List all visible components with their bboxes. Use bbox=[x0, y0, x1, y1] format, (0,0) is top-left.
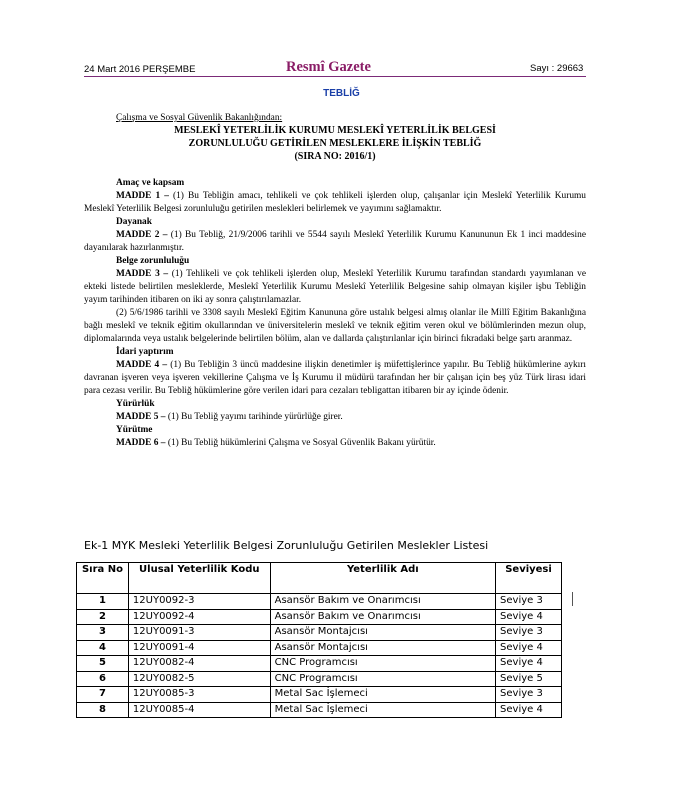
table-row bbox=[77, 594, 562, 610]
table-row bbox=[77, 656, 562, 672]
column-header-no: Sıra No bbox=[77, 563, 129, 594]
row-no: 1 bbox=[77, 594, 129, 610]
article-2-label: MADDE 2 – bbox=[116, 230, 168, 240]
article-6-label: MADDE 6 – bbox=[116, 438, 166, 448]
document-title-line-2: ZORUNLULUĞU GETİRİLEN MESLEKLERE İLİŞKİN TEBLİĞ bbox=[188, 138, 482, 149]
row-name: Asansör Montajcısı bbox=[270, 625, 495, 641]
regulation-body bbox=[84, 177, 586, 450]
row-no: 4 bbox=[77, 640, 129, 656]
gazette-title: Resmî Gazete bbox=[286, 59, 371, 75]
heading-basis: Dayanak bbox=[116, 217, 152, 227]
row-name: Metal Sac İşlemeci bbox=[270, 687, 495, 703]
article-2-text: (1) Bu Tebliğ, 21/9/2006 tarihli ve 5544 sayılı Meslekî Yeterlilik Kurumu Kanununun Ek 1 inci maddesine dayanılarak hazırlanmıştır. bbox=[84, 230, 586, 253]
article-6 bbox=[84, 437, 586, 450]
article-5-text: (1) Bu Tebliğ yayımı tarihinde yürürlüğe girer. bbox=[165, 412, 343, 422]
row-name: Asansör Montajcısı bbox=[270, 640, 495, 656]
annex-title: Ek-1 MYK Mesleki Yeterlilik Belgesi Zorunluluğu Getirilen Meslekler Listesi bbox=[84, 539, 489, 552]
table-header-row bbox=[77, 563, 562, 594]
column-header-level: Seviyesi bbox=[496, 563, 562, 594]
text-cursor bbox=[572, 592, 573, 606]
row-code: 12UY0091-4 bbox=[128, 640, 270, 656]
article-5-label: MADDE 5 – bbox=[116, 412, 166, 422]
row-level: Seviye 5 bbox=[496, 671, 562, 687]
document-title bbox=[84, 124, 586, 163]
row-no: 5 bbox=[77, 656, 129, 672]
article-4-text: (1) Bu Tebliğin 3 üncü maddesine ilişkin denetimler iş müfettişlerince yapılır. Bu Tebliğ hükümlerine aykırı davranan işveren veya işveren vekillerine Çalışma ve İş Kurumu il müdürü tarafından her bir çalışan için beş yüz Türk lirası idari para cezası verilir. Bu Tebliğ hükümlerine göre verilen idari para cezaları tebligattan itibaren bir ay içinde ödenir. bbox=[84, 360, 586, 396]
article-4-label: MADDE 4 – bbox=[116, 360, 168, 370]
heading-effective-date: Yürürlük bbox=[116, 399, 155, 409]
row-no: 3 bbox=[77, 625, 129, 641]
article-6-text: (1) Bu Tebliğ hükümlerini Çalışma ve Sosyal Güvenlik Bakanı yürütür. bbox=[165, 438, 436, 448]
row-code: 12UY0082-4 bbox=[128, 656, 270, 672]
row-code: 12UY0085-4 bbox=[128, 702, 270, 718]
article-5 bbox=[84, 411, 586, 424]
row-code: 12UY0085-3 bbox=[128, 687, 270, 703]
row-level: Seviye 4 bbox=[496, 702, 562, 718]
article-2 bbox=[84, 229, 586, 255]
occupations-table bbox=[76, 562, 562, 718]
article-1 bbox=[84, 190, 586, 216]
row-level: Seviye 3 bbox=[496, 625, 562, 641]
article-1-label: MADDE 1 – bbox=[116, 191, 169, 201]
header-divider bbox=[84, 76, 586, 77]
article-3-text: (1) Tehlikeli ve çok tehlikeli işlerden olup, Meslekî Yeterlilik Kurumu tarafından standardı yayımlanan ve ekteki listede belirtilen mesleklerde, Meslekî Yeterlilik Kurumu Meslekî Yeterlilik Belgesine sahip olmayan kişiler işbu Tebliğin yayım tarihinden itibaren on iki ay sonra çalıştırılamazlar. bbox=[84, 269, 586, 305]
row-name: CNC Programcısı bbox=[270, 671, 495, 687]
row-no: 2 bbox=[77, 609, 129, 625]
article-4 bbox=[84, 359, 586, 398]
article-3-label: MADDE 3 – bbox=[116, 269, 169, 279]
row-code: 12UY0091-3 bbox=[128, 625, 270, 641]
gazette-issue-number: Sayı : 29663 bbox=[530, 63, 584, 74]
article-1-text: (1) Bu Tebliğin amacı, tehlikeli ve çok tehlikeli işlerden olup, çalışanlar için Meslekî Yeterlilik Kurumu Meslekî Yeterlilik Belgesi zorunluluğu getirilen meslekleri belirlemek ve yayımını sağlamaktır. bbox=[84, 191, 586, 214]
issuing-ministry: Çalışma ve Sosyal Güvenlik Bakanlığından: bbox=[116, 113, 283, 123]
table-row bbox=[77, 702, 562, 718]
row-level: Seviye 4 bbox=[496, 640, 562, 656]
row-name: Asansör Bakım ve Onarımcısı bbox=[270, 594, 495, 610]
document-title-line-1: MESLEKÎ YETERLİLİK KURUMU MESLEKÎ YETERLİLİK BELGESİ bbox=[174, 125, 496, 136]
gazette-date: 24 Mart 2016 PERŞEMBE bbox=[84, 64, 196, 75]
article-3-paragraph-2: (2) 5/6/1986 tarihli ve 3308 sayılı Meslekî Eğitim Kanununa göre ustalık belgesi almış olanlar ile Millî Eğitim Bakanlığına bağlı meslekî ve teknik eğitim okullarından ve üniversitelerin meslekî ve teknik eğitim veren okul ve bölümlerinden mezun olup, diplomalarında veya ustalık belgelerinde belirtilen bölüm, alan ve dallarda çalıştırılanlar için birinci fıkradaki belge şartı aranmaz. bbox=[84, 308, 586, 344]
row-name: Metal Sac İşlemeci bbox=[270, 702, 495, 718]
row-code: 12UY0092-4 bbox=[128, 609, 270, 625]
heading-certificate-requirement: Belge zorunluluğu bbox=[116, 256, 190, 266]
row-no: 8 bbox=[77, 702, 129, 718]
row-level: Seviye 4 bbox=[496, 609, 562, 625]
section-label: TEBLİĞ bbox=[323, 88, 360, 99]
table-row bbox=[77, 640, 562, 656]
column-header-name: Yeterlilik Adı bbox=[270, 563, 495, 594]
heading-sanctions: İdari yaptırım bbox=[116, 347, 174, 357]
row-code: 12UY0092-3 bbox=[128, 594, 270, 610]
heading-purpose: Amaç ve kapsam bbox=[116, 178, 185, 188]
row-name: Asansör Bakım ve Onarımcısı bbox=[270, 609, 495, 625]
row-level: Seviye 3 bbox=[496, 594, 562, 610]
row-no: 7 bbox=[77, 687, 129, 703]
article-3 bbox=[84, 268, 586, 307]
row-name: CNC Programcısı bbox=[270, 656, 495, 672]
table-row bbox=[77, 687, 562, 703]
column-header-code: Ulusal Yeterlilik Kodu bbox=[128, 563, 270, 594]
table-row bbox=[77, 671, 562, 687]
table-row bbox=[77, 625, 562, 641]
table-row bbox=[77, 609, 562, 625]
row-no: 6 bbox=[77, 671, 129, 687]
row-level: Seviye 4 bbox=[496, 656, 562, 672]
row-code: 12UY0082-5 bbox=[128, 671, 270, 687]
document-title-line-3: (SIRA NO: 2016/1) bbox=[294, 151, 376, 162]
row-level: Seviye 3 bbox=[496, 687, 562, 703]
heading-execution: Yürütme bbox=[116, 425, 153, 435]
